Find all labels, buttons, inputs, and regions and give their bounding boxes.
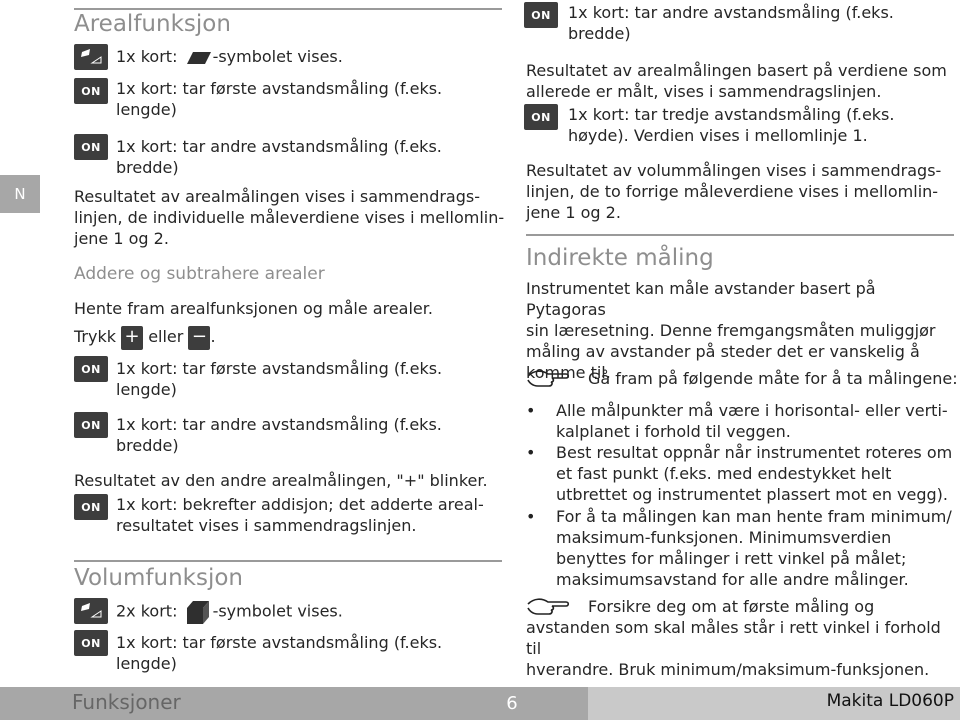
area-result-paragraph [74, 186, 504, 249]
bullet-line: maksimumsavstand for alle andre målinger. [556, 570, 909, 589]
para-line: Resultatet av volummålingen vises i sammendrags- [526, 161, 942, 180]
mode-key-icon [74, 44, 108, 70]
step-volume-4-line1: 1x kort: tar tredje avstandsmåling (f.eks. [568, 105, 895, 124]
area-symbol-icon [183, 48, 213, 68]
step-volume-1-text: 2x kort: [116, 601, 178, 621]
bullet-item-3 [556, 506, 952, 590]
step-area-1-text-b: -symbolet vises. [212, 47, 343, 66]
pointing-hand-icon [526, 594, 570, 618]
mode-key-icon-glyph [74, 44, 108, 70]
bullet-line: utbrettet og instrumentet plassert mot en vegg). [556, 485, 948, 504]
heading-rule-indirect [526, 234, 954, 236]
bullet-icon: • [526, 507, 536, 526]
step-volume-3-line1: 1x kort: tar andre avstandsmåling (f.eks. [568, 3, 894, 22]
step-sum-3-line2: resultatet vises i sammendragslinjen. [116, 516, 417, 535]
plus-key-icon: + [121, 326, 143, 350]
para-line: Instrumentet kan måle avstander basert på Pytagoras [526, 279, 876, 319]
bullet-line: et fast punkt (f.eks. med endestykket helt [556, 464, 892, 483]
step-volume-3-line2: bredde) [568, 24, 631, 43]
period-text: . [210, 327, 216, 346]
step-sum-2 [116, 414, 442, 456]
step-volume-1-text-b: -symbolet vises. [212, 601, 343, 621]
volume-result-paragraph [526, 160, 941, 223]
minus-key-icon: − [188, 326, 210, 350]
bullet-icon: • [526, 443, 536, 462]
heading-rule-area [74, 8, 502, 10]
para-line: komme til. [526, 363, 611, 382]
bullet-line: kalplanet i forhold til veggen. [556, 422, 791, 441]
on-key-icon: ON [524, 104, 558, 130]
bullet-item-1 [556, 400, 948, 442]
step-area-1 [116, 46, 343, 68]
heading-indirect-measurement: Indirekte måling [526, 245, 714, 271]
step-sum-1-line2: lengde) [116, 380, 177, 399]
heading-area-function: Arealfunksjon [74, 11, 231, 37]
step-area-2-line1: 1x kort: tar første avstandsmåling (f.eks. [116, 79, 443, 98]
pointing-hand-icon [526, 366, 570, 390]
on-key-icon: ON [74, 630, 108, 656]
press-plus-minus [74, 324, 216, 350]
bullet-item-2 [556, 442, 952, 505]
hint-right-angle-rest [526, 617, 960, 680]
on-key-icon: ON [524, 2, 558, 28]
step-volume-2-line1: 1x kort: tar første avstandsmåling (f.eks. [116, 633, 443, 652]
volume-symbol-icon [183, 598, 213, 626]
bullet-line: Alle målpunkter må være i horisontal- eller verti- [556, 401, 948, 420]
add-subtract-intro: Hente fram arealfunksjonen og måle arealer. [74, 299, 433, 318]
para-line: linjen, de to forrige måleverdiene vises i mellomlin- [526, 182, 939, 201]
step-volume-2-line2: lengde) [116, 654, 177, 673]
para-line: Resultatet av arealmålingen vises i sammendrags- [74, 187, 480, 206]
heading-rule-volume [74, 560, 502, 562]
para-line: sin læresetning. Denne fremgangsmåten muliggjør [526, 321, 936, 340]
step-volume-2 [116, 632, 442, 674]
step-volume-1 [116, 598, 343, 626]
step-area-3-line1: 1x kort: tar andre avstandsmåling (f.eks. [116, 137, 442, 156]
second-area-result: Resultatet av den andre arealmålingen, "+" blinker. [74, 471, 488, 490]
on-key-icon: ON [74, 356, 108, 382]
step-volume-4 [568, 104, 894, 146]
step-area-2 [116, 78, 442, 120]
subheading-add-subtract: Addere og subtrahere arealer [74, 264, 325, 284]
footer-brand: Makita LD060P [826, 691, 954, 711]
step-volume-3 [568, 2, 894, 44]
para-line: allerede er målt, vises i sammendragslinjen. [526, 82, 882, 101]
hint-line: avstanden som skal måles står i rett vinkel i forhold til [526, 618, 941, 658]
step-area-3 [116, 136, 442, 178]
area-from-measured-paragraph [526, 60, 947, 102]
on-key-icon: ON [74, 134, 108, 160]
footer-section-title: Funksjoner [72, 690, 181, 714]
step-volume-4-line2: høyde). Verdien vises i mellomlinje 1. [568, 126, 868, 145]
step-sum-1-line1: 1x kort: tar første avstandsmåling (f.eks. [116, 359, 443, 378]
step-sum-3 [116, 494, 484, 536]
bullet-line: benyttes for målinger i rett vinkel på målet; [556, 549, 907, 568]
step-area-3-line2: bredde) [116, 158, 179, 177]
para-line: linjen, de individuelle måleverdiene vises i mellomlin- [74, 208, 505, 227]
step-area-2-line2: lengde) [116, 100, 177, 119]
page-number: 6 [436, 687, 588, 720]
press-text: Trykk [74, 327, 116, 346]
on-key-icon: ON [74, 78, 108, 104]
mode-key-icon-glyph [74, 598, 108, 624]
step-sum-1 [116, 358, 442, 400]
step-sum-2-line2: bredde) [116, 436, 179, 455]
mode-key-icon [74, 598, 108, 624]
para-line: måling av avstander på steder det er vanskelig å [526, 342, 920, 361]
step-area-1-text: 1x kort: [116, 47, 178, 66]
para-line: Resultatet av arealmålingen basert på verdiene som [526, 61, 947, 80]
heading-volume-function: Volumfunksjon [74, 565, 243, 591]
bullet-line: Best resultat oppnår når instrumentet roteres om [556, 443, 953, 462]
bullet-line: maksimum-funksjonen. Minimumsverdien [556, 528, 892, 547]
bullet-icon: • [526, 401, 536, 420]
or-text: eller [148, 327, 184, 346]
bullet-line: For å ta målingen kan man hente fram minimum/ [556, 507, 952, 526]
hint-follow-steps: Gå fram på følgende måte for å ta målingene: [588, 369, 958, 388]
on-key-icon: ON [74, 412, 108, 438]
hint-line: hverandre. Bruk minimum/maksimum-funksjonen. [526, 660, 930, 679]
para-line: jene 1 og 2. [74, 229, 169, 248]
language-tab: N [0, 175, 40, 213]
step-sum-2-line1: 1x kort: tar andre avstandsmåling (f.eks. [116, 415, 442, 434]
step-sum-3-line1: 1x kort: bekrefter addisjon; det adderte areal- [116, 495, 484, 514]
on-key-icon: ON [74, 494, 108, 520]
hint-right-angle-line1: Forsikre deg om at første måling og [588, 597, 875, 616]
footer-bar-left [0, 687, 458, 720]
para-line: jene 1 og 2. [526, 203, 621, 222]
